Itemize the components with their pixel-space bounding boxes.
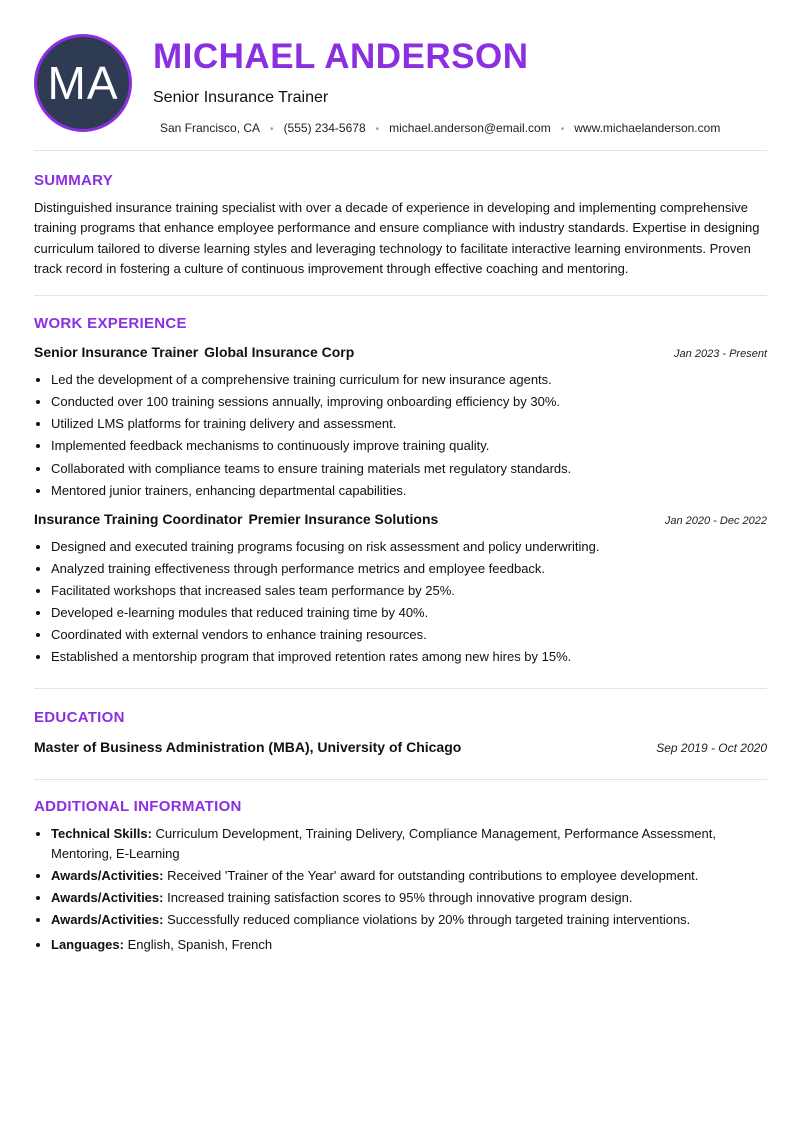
- list-item: • Designed and executed training programs focusing on risk assessment and policy underwriting.: [51, 536, 767, 558]
- list-item: [51, 824, 767, 864]
- education-dates: Sep 2019 - Oct 2020: [656, 741, 767, 756]
- list-item: • Analyzed training effectiveness through performance metrics and employee feedback.: [51, 558, 767, 580]
- avatar: [34, 34, 132, 132]
- avatar-initials: MA: [47, 57, 119, 109]
- contact-email[interactable]: michael.anderson@email.com: [389, 121, 551, 135]
- job-title: Senior Insurance Trainer: [153, 89, 329, 106]
- contact-location: San Francisco, CA: [160, 121, 261, 135]
- job-company: Global Insurance Corp: [204, 344, 355, 361]
- list-item: [51, 910, 767, 930]
- resume-header: [34, 34, 767, 151]
- list-item: [51, 888, 767, 908]
- education-degree: Master of Business Administration (MBA), University of Chicago: [34, 739, 462, 756]
- list-item: • Coordinated with external vendors to enhance training resources.: [51, 624, 767, 646]
- work-experience-heading: WORK EXPERIENCE: [34, 315, 187, 333]
- item-label: Awards/Activities:: [51, 890, 164, 906]
- item-text: Successfully reduced compliance violations by 20% through targeted training interventions.: [167, 912, 691, 928]
- list-item: • Facilitated workshops that increased sales team performance by 25%.: [51, 580, 767, 602]
- list-item: • Utilized LMS platforms for training delivery and assessment.: [51, 413, 767, 435]
- job-role: Insurance Training Coordinator: [34, 510, 243, 527]
- list-item: • Established a mentorship program that improved retention rates among new hires by 15%.: [51, 646, 767, 668]
- bullet-separator: •: [560, 124, 565, 135]
- list-item: • Conducted over 100 training sessions annually, improving onboarding efficiency by 30%.: [51, 391, 767, 413]
- job-role: Senior Insurance Trainer: [34, 344, 199, 361]
- list-item: • Developed e-learning modules that reduced training time by 40%.: [51, 602, 767, 624]
- list-item: [51, 866, 767, 886]
- education-heading: EDUCATION: [34, 709, 125, 727]
- list-item: • Implemented feedback mechanisms to continuously improve training quality.: [51, 435, 767, 457]
- contact-phone: (555) 234-5678: [283, 121, 366, 135]
- additional-info-heading: ADDITIONAL INFORMATION: [34, 798, 242, 816]
- list-item: [51, 935, 767, 955]
- bullet-separator: •: [270, 124, 274, 135]
- summary-text: Distinguished insurance training specialist with over a decade of experience in developing and implementing comprehensive training programs that enhance employee performance and ensure compliance with industry standards. Expertise in designing curriculum tailored to diverse learning styles and leveraging technology to facilitate interactive learning environments. Proven track record in fostering a culture of continuous improvement through effective coaching and mentoring.: [34, 200, 760, 276]
- job-bullets: [34, 536, 767, 669]
- item-text: Received 'Trainer of the Year' award for outstanding contributions to employee development.: [167, 868, 699, 884]
- item-text: English, Spanish, French: [127, 937, 273, 953]
- resume-page: [34, 34, 767, 957]
- bullet-separator: •: [375, 124, 380, 135]
- list-item: • Mentored junior trainers, enhancing departmental capabilities.: [51, 480, 767, 502]
- job-header: [34, 511, 767, 529]
- additional-info-list: [34, 824, 767, 955]
- item-label: Languages:: [51, 937, 124, 953]
- job-entry: [34, 511, 767, 669]
- item-label: Awards/Activities:: [51, 868, 164, 884]
- job-entry: [34, 344, 767, 502]
- candidate-name: MICHAEL ANDERSON: [153, 37, 529, 76]
- item-label: Awards/Activities:: [51, 912, 164, 928]
- work-experience-section: [34, 296, 767, 689]
- contact-info: [160, 121, 720, 135]
- item-text: Curriculum Development, Training Delivery, Compliance Management, Performance Assessment, Mentoring, E-Learning: [51, 826, 716, 862]
- item-text: Increased training satisfaction scores to 95% through innovative program design.: [167, 890, 633, 906]
- list-item: • Led the development of a comprehensive training curriculum for new insurance agents.: [51, 369, 767, 391]
- additional-info-section: [34, 780, 767, 955]
- summary-heading: SUMMARY: [34, 172, 114, 189]
- job-header: [34, 344, 767, 362]
- item-label: Technical Skills:: [51, 826, 152, 842]
- list-item: • Collaborated with compliance teams to ensure training materials met regulatory standards.: [51, 458, 767, 480]
- job-company: Premier Insurance Solutions: [248, 510, 439, 527]
- summary-section: [34, 151, 767, 296]
- contact-website[interactable]: www.michaelanderson.com: [574, 121, 721, 135]
- education-section: [34, 689, 767, 780]
- job-bullets: [34, 369, 767, 502]
- job-dates: Jan 2020 - Dec 2022: [664, 514, 767, 527]
- job-dates: Jan 2023 - Present: [674, 348, 767, 361]
- education-entry: [34, 739, 767, 755]
